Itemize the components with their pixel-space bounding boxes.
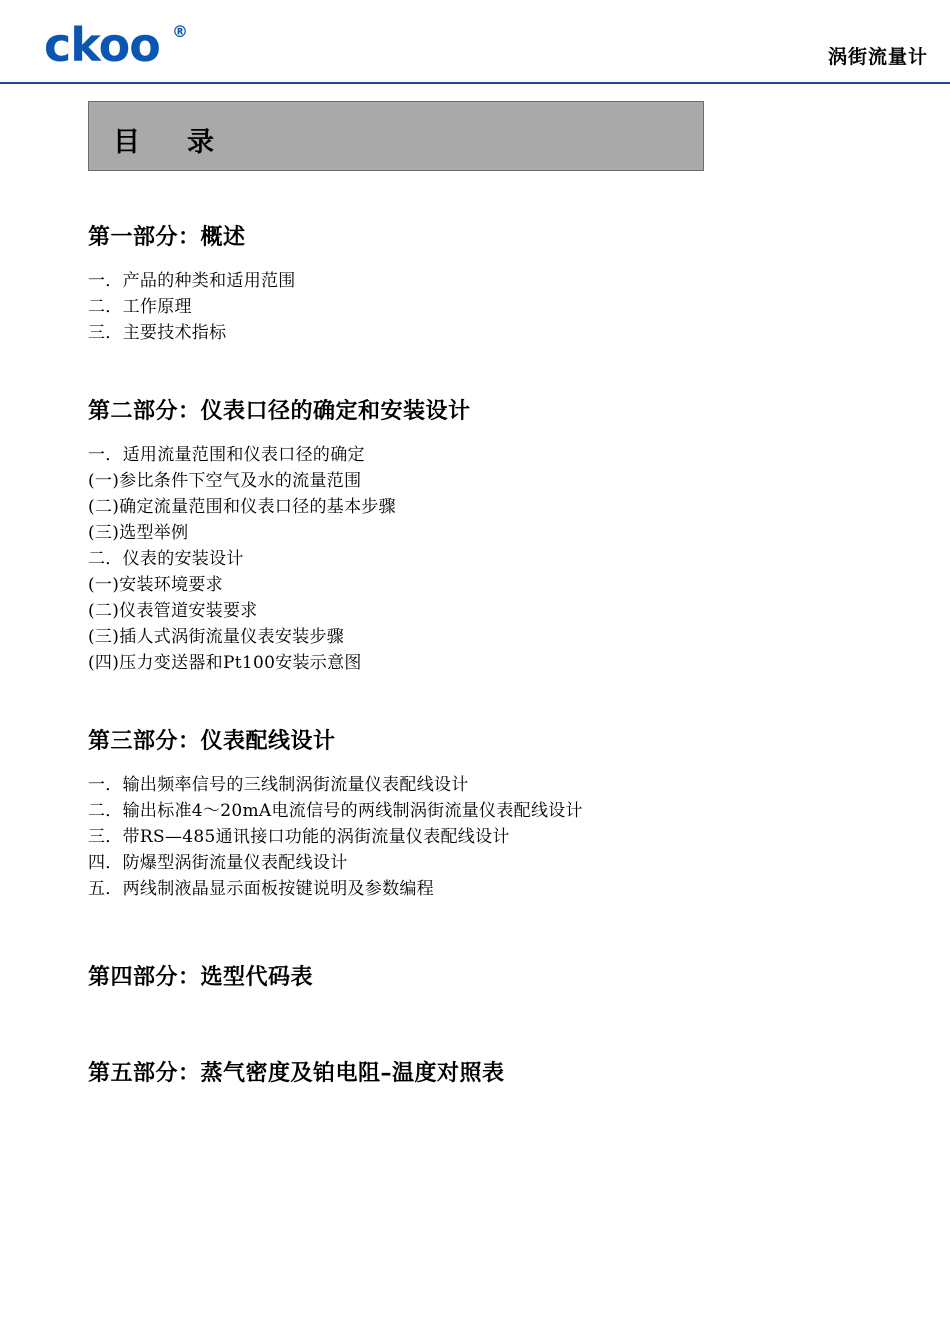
toc-entry[interactable]: (三)插人式涡街流量仪表安装步骤 (88, 627, 345, 647)
toc-entry[interactable]: 二．输出标准4～20mA电流信号的两线制涡街流量仪表配线设计 (88, 801, 583, 821)
section-spacer (88, 902, 868, 960)
toc-entry[interactable]: (一)参比条件下空气及水的流量范围 (88, 471, 362, 491)
part-title: 第二部分：仪表口径的确定和安装设计 (88, 398, 471, 424)
toc-entry[interactable]: 一．输出频率信号的三线制涡街流量仪表配线设计 (88, 775, 469, 795)
section-spacer (88, 1008, 868, 1056)
toc-content (88, 220, 868, 1104)
toc-part-2 (88, 394, 868, 676)
toc-entry[interactable]: 一．适用流量范围和仪表口径的确定 (88, 445, 365, 465)
brand-logo: ckoo (44, 18, 160, 72)
toc-part-3 (88, 724, 868, 902)
toc-part-1 (88, 220, 868, 346)
toc-entry[interactable]: 三．主要技术指标 (88, 323, 227, 343)
part-title: 第三部分：仪表配线设计 (88, 728, 336, 754)
toc-entry[interactable]: 二．工作原理 (88, 297, 192, 317)
toc-entry[interactable]: 五．两线制液晶显示面板按键说明及参数编程 (88, 879, 434, 899)
part-title: 第一部分：概述 (88, 224, 246, 250)
header-divider (0, 82, 950, 84)
document-header-title: 涡街流量计 (827, 46, 928, 68)
toc-banner (88, 101, 704, 171)
toc-entry[interactable]: (一)安装环境要求 (88, 575, 223, 595)
toc-entry[interactable]: 四．防爆型涡街流量仪表配线设计 (88, 853, 348, 873)
toc-entry[interactable]: 二．仪表的安装设计 (88, 549, 244, 569)
toc-entry[interactable]: 三．带RS—485通讯接口功能的涡街流量仪表配线设计 (88, 827, 510, 847)
toc-entry[interactable]: (二)仪表管道安装要求 (88, 601, 258, 621)
toc-part-5 (88, 1056, 868, 1090)
page-header (0, 0, 950, 84)
toc-entry[interactable]: (二)确定流量范围和仪表口径的基本步骤 (88, 497, 396, 517)
toc-part-4 (88, 960, 868, 994)
toc-entry[interactable]: (三)选型举例 (88, 523, 189, 543)
section-spacer (88, 676, 868, 724)
toc-banner-label: 目 录 (113, 127, 224, 158)
part-title: 第五部分：蒸气密度及铂电阻–温度对照表 (88, 1060, 505, 1086)
toc-entry[interactable]: 一．产品的种类和适用范围 (88, 271, 296, 291)
part-title: 第四部分：选型代码表 (88, 964, 314, 990)
section-spacer (88, 346, 868, 394)
toc-entry[interactable]: (四)压力变送器和Pt100安装示意图 (88, 653, 362, 673)
registered-trademark-icon: ® (172, 22, 188, 41)
